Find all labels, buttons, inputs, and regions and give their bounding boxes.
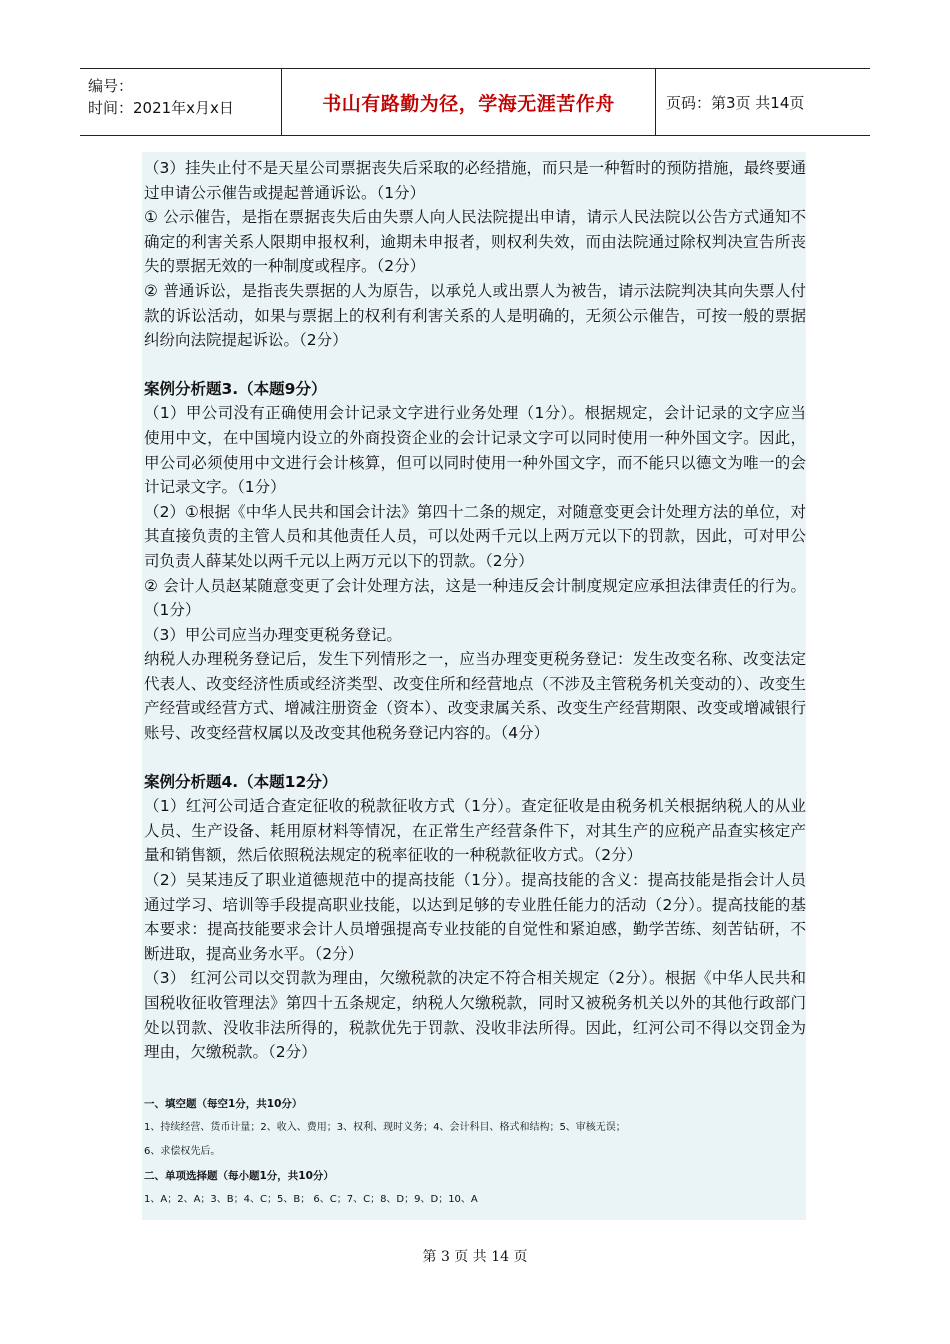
paragraph: （1）甲公司没有正确使用会计记录文字进行业务处理（1分）。根据规定，会计记录的文字应当使用中文，在中国境内设立的外商投资企业的会计记录文字可以同时使用一种外国文字。因此，甲公司必须使用中文进行会计核算，但可以同时使用一种外国文字，而不能只以德文为唯一的会计记录文字。（1分） xyxy=(144,404,806,497)
paragraph: ① 公示催告，是指在票据丧失后由失票人向人民法院提出申请，请示人民法院以公告方式通知不确定的利害关系人限期申报权利，逾期未申报者，则权利失效，而由法院通过除权判决宣告所丧失的票据无效的一种制度或程序。（2分） xyxy=(144,208,806,276)
paragraph: ② 会计人员赵某随意变更了会计处理方法，这是一种违反会计制度规定应承担法律责任的行为。（1分） xyxy=(144,576,806,620)
paragraph: （2）①根据《中华人民共和国会计法》第四十二条的规定，对随意变更会计处理方法的单位，对其直接负责的主管人员和其他责任人员，可以处两千元以上两万元以下的罚款，因此，可对甲公司负责人薛某处以两千元以上两万元以下的罚款。（2分） xyxy=(144,502,806,570)
fill-blank-title: 一、填空题（每空1分，共10分） xyxy=(144,1097,303,1110)
paragraph: ② 普通诉讼，是指丧失票据的人为原告，以承兑人或出票人为被告，请示法院判决其向失票人付款的诉讼活动，如果与票据上的权利有利害关系的人是明确的，无须公示催告，可按一般的票据纠纷向法院提起诉讼。（2分） xyxy=(144,281,806,350)
paragraph: （3） 红河公司以交罚款为理由，欠缴税款的决定不符合相关规定（2分）。根据《中华人民共和国税收征收管理法》第四十五条规定，纳税人欠缴税款，同时又被税务机关以外的其他行政部门处以罚款、没收非法所得的，税款优先于罚款、没收非法所得。因此，红河公司不得以交罚金为理由，欠缴税款。（2分） xyxy=(144,969,806,1062)
paragraph: （1）红河公司适合查定征收的税款征收方式（1分）。查定征收是由税务机关根据纳税人的从业人员、生产设备、耗用原材料等情况，在正常生产经营条件下，对其生产的应税产品查实核定产量和销售额，然后依照税法规定的税率征收的一种税款征收方式。（2分） xyxy=(144,797,806,865)
number-label: 编号： xyxy=(88,77,134,95)
paragraph: 纳税人办理税务登记后，发生下列情形之一，应当办理变更税务登记：发生改变名称、改变法定代表人、改变经济性质或经济类型、改变住所和经营地点（不涉及主管税务机关变动的）、改变生产经营或经营方式、增减注册资金（资本）、改变隶属关系、改变生产经营期限、改变或增减银行账号、改变经营权属以及改变其他税务登记内容的。（4分） xyxy=(144,650,806,743)
time-label: 时间：2021年x月x日 xyxy=(88,99,234,117)
fill-blank-answers: 1、持续经营、货币计量；2、收入、费用；3、权利、现时义务；4、会计科目、格式和结构；5、审核无误； xyxy=(144,1121,626,1133)
case3-title: 案例分析题3.（本题9分） xyxy=(144,379,327,398)
paragraph: （3）挂失止付不是天星公司票据丧失后采取的必经措施，而只是一种暂时的预防措施，最终要通过申请公示催告或提起普通诉讼。（1分） xyxy=(144,159,806,202)
page-header xyxy=(80,68,870,136)
header-motto: 书山有路勤为径，学海无涯苦作舟 xyxy=(282,69,656,135)
paragraph: （2）吴某违反了职业道德规范中的提高技能（1分）。提高技能的含义：提高技能是指会计人员通过学习、培训等手段提高职业技能，以达到足够的专业胜任能力的活动（2分）。提高技能的基本要求：提高技能要求会计人员增强提高专业技能的自觉性和紧迫感，勤学苦练、刻苦钻研，不断进取，提高业务水平。（2分） xyxy=(144,871,806,963)
paragraph: （3）甲公司应当办理变更税务登记。 xyxy=(144,625,402,644)
fill-blank-answers: 6、求偿权先后。 xyxy=(144,1145,221,1157)
single-choice-title: 二、单项选择题（每小题1分，共10分） xyxy=(144,1169,334,1182)
page-footer: 第 3 页 共 14 页 xyxy=(422,1249,528,1265)
header-meta xyxy=(80,69,282,135)
header-page-label: 页码：第3页 共14页 xyxy=(666,93,805,112)
case4-title: 案例分析题4.（本题12分） xyxy=(144,772,338,791)
single-choice-answers: 1、A；2、A；3、B；4、C；5、B； 6、C；7、C；8、D；9、D；10、A xyxy=(144,1193,478,1205)
document-body xyxy=(142,152,806,1220)
